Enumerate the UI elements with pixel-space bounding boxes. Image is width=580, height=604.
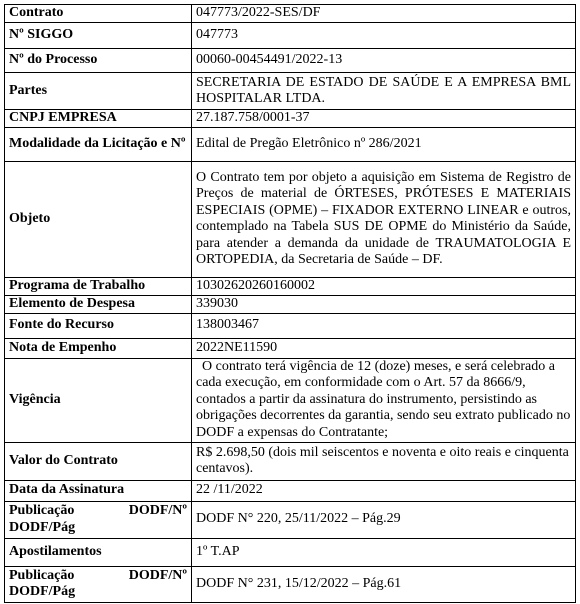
- label-publicacao: Publicação: [9, 503, 75, 518]
- row-label: Vigência: [5, 358, 192, 442]
- contract-table: [4, 4, 576, 603]
- table-row: [5, 358, 576, 442]
- row-label: Valor do Contrato: [5, 442, 192, 480]
- table-row: [5, 566, 576, 602]
- row-value: 27.187.758/0001-37: [192, 110, 576, 128]
- row-value: 047773: [192, 23, 576, 49]
- row-label: Data da Assinatura: [5, 480, 192, 501]
- row-label: Nº SIGGO: [5, 23, 192, 49]
- row-label: Elemento de Despesa: [5, 295, 192, 313]
- table-row: [5, 480, 576, 501]
- label-publicacao: Publicação: [9, 567, 75, 583]
- row-label: Contrato: [5, 5, 192, 23]
- table-row: [5, 73, 576, 110]
- row-value: Edital de Pregão Eletrônico nº 286/2021: [192, 127, 576, 161]
- table-row: [5, 127, 576, 161]
- row-value: 00060-00454491/2022-13: [192, 49, 576, 73]
- row-value: DODF N° 231, 15/12/2022 – Pág.61: [192, 566, 576, 602]
- label-dodf-no: DODF/Nº: [128, 567, 187, 583]
- table-row: [5, 538, 576, 566]
- row-label: [5, 566, 192, 602]
- row-value: R$ 2.698,50 (dois mil seiscentos e noventa e oito reais e cinquenta centavos).: [192, 442, 576, 480]
- row-label: Programa de Trabalho: [5, 277, 192, 295]
- row-value: O Contrato tem por objeto a aquisição em Sistema de Registro de Preços de material de ÓRTESES, PRÓTESES E MATERIAIS ESPECIAIS (OPME) – FIXADOR EXTERNO LINEAR e outros, contemplado na Tabela SUS DE OPME do Ministério da Saúde, para atender a demanda da unidade de TRAUMATOLOGIA E ORTOPEDIA, da Secretaria de Saúde – DF.: [192, 161, 576, 277]
- table-row: [5, 5, 576, 23]
- table-row: [5, 338, 576, 358]
- table-row: [5, 49, 576, 73]
- table-row: [5, 501, 576, 538]
- table-row: [5, 110, 576, 128]
- row-label: Nota de Empenho: [5, 338, 192, 358]
- row-value: 2022NE11590: [192, 338, 576, 358]
- label-dodf-no: DODF/Nº: [128, 503, 187, 518]
- table-row: [5, 277, 576, 295]
- row-label: Objeto: [5, 161, 192, 277]
- row-value: O contrato terá vigência de 12 (doze) meses, e será celebrado a cada execução, em conformidade com o Art. 57 da 8666/9, contados a partir da assinatura do instrumento, persistindo as obrigações decorrentes da garantia, sendo seu extrato publicado no DODF a expensas do Contratante;: [192, 358, 576, 442]
- label-dodf-pag: DODF/Pág: [9, 519, 76, 535]
- row-label: Fonte do Recurso: [5, 313, 192, 338]
- row-value: 339030: [192, 295, 576, 313]
- row-value: DODF N° 220, 25/11/2022 – Pág.29: [192, 501, 576, 538]
- table-row: [5, 161, 576, 277]
- table-row: [5, 23, 576, 49]
- row-label: Apostilamentos: [5, 538, 192, 566]
- table-row: [5, 313, 576, 338]
- row-value: 1º T.AP: [192, 538, 576, 566]
- row-label: Modalidade da Licitação e Nº: [5, 127, 192, 161]
- row-value: 10302620260160002: [192, 277, 576, 295]
- row-label: CNPJ EMPRESA: [5, 110, 192, 128]
- row-value: 047773/2022-SES/DF: [192, 5, 576, 23]
- row-label: Nº do Processo: [5, 49, 192, 73]
- label-dodf-pag: DODF/Pág: [9, 584, 76, 599]
- table-row: [5, 442, 576, 480]
- row-value: 22 /11/2022: [192, 480, 576, 501]
- row-value: SECRETARIA DE ESTADO DE SAÚDE E A EMPRESA BML HOSPITALAR LTDA.: [192, 73, 576, 110]
- row-label: Partes: [5, 73, 192, 110]
- table-row: [5, 295, 576, 313]
- contract-summary: [4, 4, 576, 603]
- row-label: [5, 501, 192, 538]
- row-value: 138003467: [192, 313, 576, 338]
